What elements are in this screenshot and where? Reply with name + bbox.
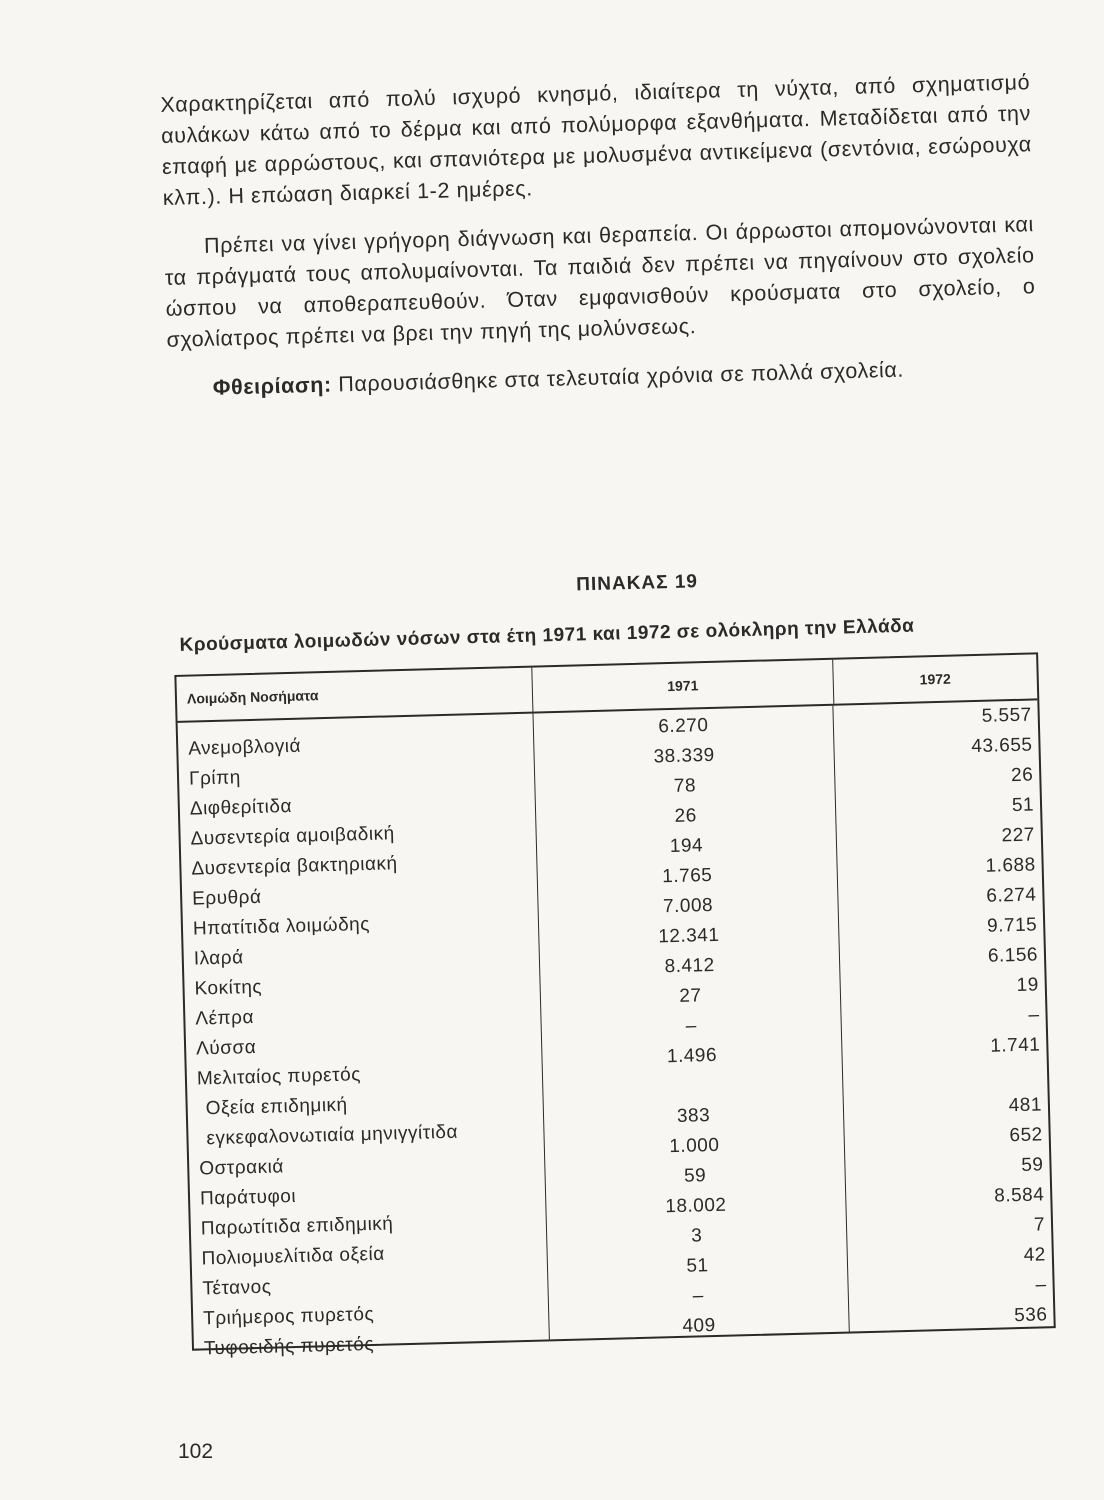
cell-1972: 5.557 [981,704,1032,727]
cell-1971: 1.000 [669,1134,720,1158]
cell-1972: 652 [1009,1124,1043,1147]
cell-disease: Διφθερίτιδα [189,795,293,820]
cell-1971 [543,1068,843,1136]
cell-disease: Ιλαρά [193,947,244,970]
cell-1971: 1.765 [661,864,713,888]
cell-1972: 51 [1011,794,1035,817]
cell-1971: 3 [690,1225,703,1247]
cell-1972: 26 [1010,764,1034,787]
cell-1971: 51 [686,1255,709,1277]
cell-1972: 43.655 [971,734,1033,758]
cell-1971: 8.412 [664,954,715,978]
cell-1971: 7.008 [662,894,714,918]
disease-table [174,652,1055,1360]
cell-disease: Δυσεντερία αμοιβαδική [190,823,395,850]
cell-1972: 19 [1016,974,1040,997]
cell-1972: – [1028,1004,1040,1026]
cell-disease: Ηπατίτιδα λοιμώδης [192,913,371,940]
table-body [178,700,1054,1360]
cell-1971-value: 383 [676,1105,711,1127]
cell-disease: Δυσεντερία βακτηριακή [191,853,398,880]
cell-1972 [843,1060,1049,1125]
lice-text: Παρουσιάσθηκε στα τελευταία χρόνια σε πολλά σχολεία. [331,357,905,397]
paragraph-treatment: Πρέπει να γίνει γρήγορη διάγνωση και θεραπεία. Οι άρρωστοι απομονώνονται και τα πράγματά τους απολυμαίνονται. Τα παιδιά δεν πρέπει να πηγαίνουν στο σχολείο ώσπου να αποθεραπευθούν. Όταν εμφανισθούν κρούσματα στο σχολείο, ο σχολίατρος πρέπει να βρει την πηγή της μολύνσεως. [164,212,1036,352]
cell-1971: 1.496 [666,1044,718,1068]
cell-1971: 78 [673,775,697,797]
cell-1971: 59 [683,1165,707,1187]
table-number: ΠΙΝΑΚΑΣ 19 [576,571,699,596]
cell-disease: Λύσσα [195,1036,257,1060]
cell-1972: 1.688 [985,854,1036,877]
cell-disease: Τυφοειδής πυρετός [203,1333,375,1360]
cell-1972: 42 [1023,1244,1047,1266]
header-1971: 1971 [531,660,833,712]
header-disease: Λοιμώδη Νοσήματα [186,687,319,707]
cell-1972: 59 [1021,1154,1044,1176]
cell-1972: 227 [1001,824,1036,847]
table-caption: Κρούσματα λοιμωδών νόσων στα έτη 1971 και 1972 σε ολόκληρη την Ελλάδα [179,615,915,656]
cell-disease: Ερυθρά [191,886,262,910]
cell-1971: 18.002 [665,1194,727,1218]
values-1972-column [832,700,1053,1331]
cell-1971: 6.270 [658,715,709,738]
cell-disease: Παρωτίτιδα επιδημική [200,1213,394,1240]
paragraph-scabies: Χαρακτηρίζεται από πολύ ισχυρό κνησμό, ιδιαίτερα τη νύχτα, από σχηματισμό αυλάκων κάτω από το δέρμα και από πολύμορφα εξανθήματα. Μεταδίδεται από την επαφή με αρρώστους, και σπανιότερα με μολυσμένα αντικείμενα (σεντόνια, εσώρουχα κλπ.). Η επώαση διαρκεί 1-2 ημέρες. [160,70,1033,210]
cell-1971: 194 [669,835,704,858]
cell-1972: 536 [1013,1304,1048,1327]
cell-disease: Λέπρα [195,1007,255,1030]
body-text [160,67,1038,405]
table-area [172,562,1082,1360]
cell-1972: 6.274 [986,884,1037,907]
cell-disease: Ανεμοβλογιά [188,735,302,760]
cell-1971: 38.339 [653,744,715,768]
cell-disease: Οξεία επιδημική εγκεφαλονωτιαία μηνιγγίτιδα [205,1094,459,1150]
cell-1971: 12.341 [658,924,720,948]
cell-disease: Πολιομυελίτιδα οξεία [201,1243,385,1270]
cell-1972: 8.584 [993,1184,1045,1207]
cell-1971: 27 [679,985,702,1007]
values-1971-column [532,706,848,1340]
header-1972: 1972 [832,654,1037,703]
cell-1972: 1.741 [990,1034,1041,1057]
paragraph-lice [167,351,1038,405]
cell-1971: – [685,1015,698,1037]
cell-disease: Τέτανος [202,1276,272,1300]
cell-disease: Παράτυφοι [199,1185,297,1210]
cell-1971: 409 [682,1315,716,1337]
cell-1972: 7 [1033,1214,1046,1236]
disease-column [178,714,549,1360]
cell-disease: Γρίπη [188,767,242,790]
cell-1972: 9.715 [986,914,1038,937]
cell-disease: Τριήμερος πυρετός [202,1303,375,1330]
cell-1971: – [692,1285,705,1307]
cell-disease: Μελιταίος πυρετός [196,1064,362,1090]
lice-label: Φθειρίαση: [212,372,333,400]
cell-disease: Οστρακιά [199,1156,285,1180]
cell-1972-value: 481 [1008,1094,1043,1117]
page-number: 102 [178,1440,214,1463]
cell-1972: – [1035,1274,1047,1296]
cell-disease: Κοκίτης [194,976,263,1000]
cell-1971: 26 [674,805,698,827]
cell-1972: 6.156 [987,944,1039,967]
